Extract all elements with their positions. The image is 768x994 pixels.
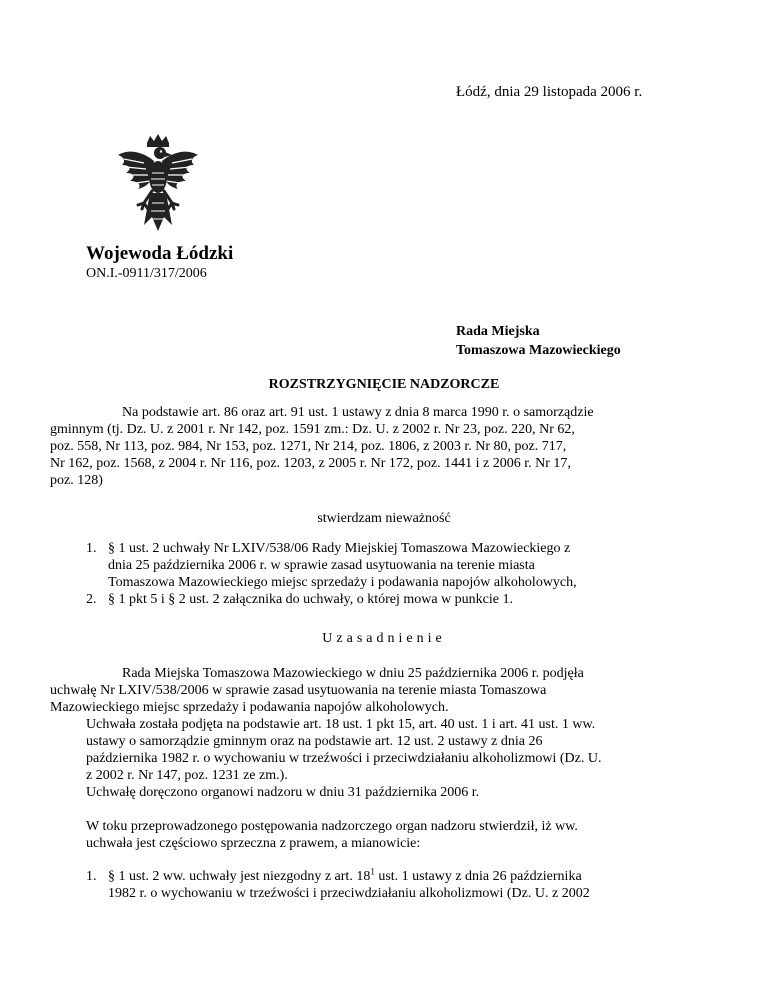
text-line: dnia 25 października 2006 r. w sprawie zasad usytuowania na terenie miasta bbox=[108, 558, 535, 573]
text-line: W toku przeprowadzonego postępowania nadzorczego organ nadzoru stwierdził, iż ww. bbox=[86, 819, 578, 834]
decision-statement: stwierdzam nieważność bbox=[317, 511, 451, 526]
text-line: Uchwałę doręczono organowi nadzoru w dniu 31 października 2006 r. bbox=[86, 785, 480, 800]
annulled-provisions-list bbox=[86, 540, 682, 608]
justification-paragraph-4 bbox=[86, 818, 682, 852]
text-line: uchwałę Nr LXIV/538/2006 w sprawie zasad usytuowania na terenie miasta Tomaszowa bbox=[50, 683, 547, 698]
text-line: Uchwała została podjęta na podstawie art. 18 ust. 1 pkt 15, art. 40 ust. 1 i art. 41 ust. 1 ww. bbox=[86, 717, 596, 732]
text-line: Mazowieckiego miejsc sprzedaży i podawania napojów alkoholowych. bbox=[50, 700, 449, 715]
list-item bbox=[86, 868, 682, 902]
finding-text-a: § 1 ust. 2 ww. uchwały jest niezgodny z art. 18 bbox=[108, 869, 371, 884]
text-line: ustawy o samorządzie gminnym oraz na podstawie art. 12 ust. 2 ustawy z dnia 26 bbox=[86, 734, 543, 749]
addressee-line-2: Tomaszowa Mazowieckiego bbox=[456, 343, 621, 358]
text-line: Nr 162, poz. 1568, z 2004 r. Nr 116, poz. 1203, z 2005 r. Nr 172, poz. 1441 i z 2006 r. Nr 17, bbox=[50, 456, 571, 471]
superscript: 1 bbox=[370, 866, 375, 877]
justification-paragraph-1 bbox=[50, 665, 682, 716]
text-line: 1982 r. o wychowaniu w trzeźwości i przeciwdziałaniu alkoholizmowi (Dz. U. z 2002 bbox=[108, 886, 590, 901]
text-line: § 1 pkt 5 i § 2 ust. 2 załącznika do uchwały, o której mowa w punkcie 1. bbox=[108, 592, 513, 607]
text-line: poz. 558, Nr 113, poz. 984, Nr 153, poz. 1271, Nr 214, poz. 1806, z 2003 r. Nr 80, poz. 717, bbox=[50, 439, 567, 454]
list-item bbox=[86, 591, 682, 608]
text-line: gminnym (tj. Dz. U. z 2001 r. Nr 142, poz. 1591 zm.: Dz. U. z 2002 r. Nr 23, poz. 220, Nr 62, bbox=[50, 422, 575, 437]
reference-number: ON.I.-0911/317/2006 bbox=[86, 266, 207, 281]
polish-eagle-emblem-icon bbox=[114, 133, 202, 235]
findings-list bbox=[86, 868, 682, 902]
text-line: § 1 ust. 2 uchwały Nr LXIV/538/06 Rady Miejskiej Tomaszowa Mazowieckiego z bbox=[108, 541, 571, 556]
text-line: poz. 128) bbox=[50, 473, 103, 488]
finding-text-b: ust. 1 ustawy z dnia 26 października bbox=[374, 869, 582, 884]
decision-title: ROZSTRZYGNIĘCIE NADZORCZE bbox=[268, 377, 500, 392]
list-item bbox=[86, 540, 682, 591]
text-line: Tomaszowa Mazowieckiego miejsc sprzedaży i podawania napojów alkoholowych, bbox=[108, 575, 577, 590]
text-line bbox=[108, 868, 682, 885]
addressee-line-1: Rada Miejska bbox=[456, 324, 540, 339]
addressee bbox=[456, 322, 621, 360]
list-item-number: 1. bbox=[86, 869, 97, 884]
issuing-office: Wojewoda Łódzki bbox=[86, 243, 234, 264]
list-item-number: 1. bbox=[86, 541, 97, 556]
place-date: Łódź, dnia 29 listopada 2006 r. bbox=[456, 84, 643, 100]
text-line: Rada Miejska Tomaszowa Mazowieckiego w dniu 25 października 2006 r. podjęła bbox=[122, 666, 584, 681]
list-item-number: 2. bbox=[86, 592, 97, 607]
legal-basis-paragraph bbox=[50, 404, 682, 489]
text-line: uchwała jest częściowo sprzeczna z prawem, a mianowicie: bbox=[86, 836, 421, 851]
text-line: z 2002 r. Nr 147, poz. 1231 ze zm.). bbox=[86, 768, 288, 783]
justification-paragraph-3 bbox=[86, 784, 682, 801]
text-line: Na podstawie art. 86 oraz art. 91 ust. 1 ustawy z dnia 8 marca 1990 r. o samorządzie bbox=[122, 405, 594, 420]
text-line: października 1982 r. o wychowaniu w trzeźwości i przeciwdziałaniu alkoholizmowi (Dz. U. bbox=[86, 751, 602, 766]
justification-paragraph-2 bbox=[86, 716, 682, 784]
justification-title: Uzasadnienie bbox=[322, 631, 446, 646]
